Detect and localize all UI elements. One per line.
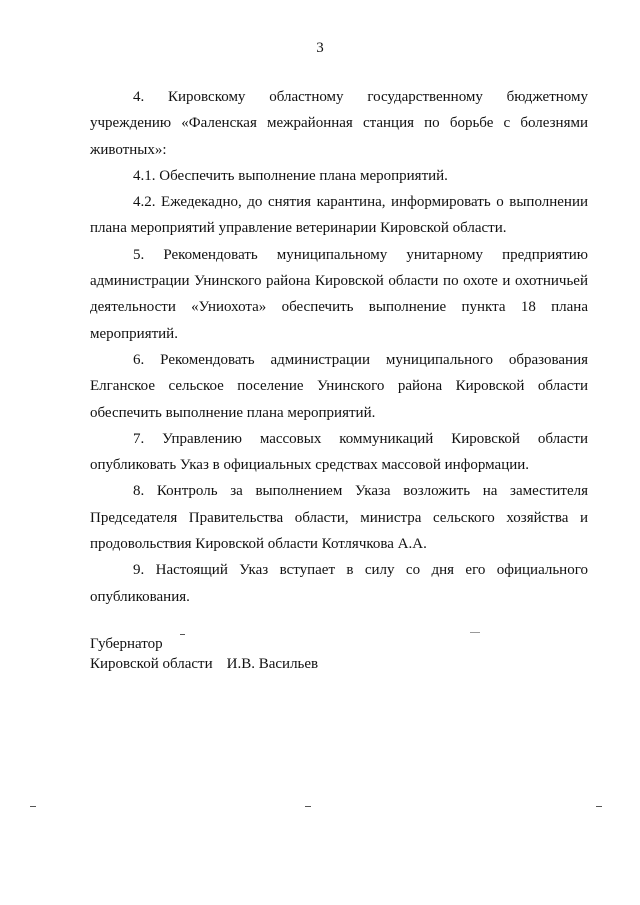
paragraph-4-2: 4.2. Ежедекадно, до снятия карантина, информировать о выполнении плана мероприятий управление ветеринарии Кировской области. [90,194,588,237]
document-body [90,84,588,610]
signatory-position-line2: Кировской области [90,656,213,672]
paragraph-6: 6. Рекомендовать администрации муниципального образования Елганское сельское поселение Унинского района Кировской области обеспечить выполнение плана мероприятий. [90,351,588,421]
scan-speck [596,806,602,807]
paragraph-5: 5. Рекомендовать муниципальному унитарному предприятию администрации Унинского района Кировской области по охоте и охотничьей деятельности «Униохота» обеспечить выполнение пункта 18 плана мероприятий. [90,246,588,342]
paragraph-8: 8. Контроль за выполнением Указа возложить на заместителя Председателя Правительства области, министра сельского хозяйства и продовольствия Кировской области Котлячкова А.А. [90,483,588,553]
page-number: 3 [316,40,324,56]
paragraph-7: 7. Управлению массовых коммуникаций Кировской области опубликовать Указ в официальных средствах массовой информации. [90,430,588,474]
signatory-position-line1: Губернатор [90,636,163,652]
scan-speck [30,806,36,807]
scan-speck [470,632,480,633]
signatory-line2 [90,654,318,674]
paragraph-4: 4. Кировскому областному государственному бюджетному учреждению «Фаленская межрайонная станция по борьбе с болезнями животных»: [90,89,588,158]
signature-block [90,634,318,674]
scan-speck [180,634,185,635]
signatory-name: И.В. Васильев [226,656,319,672]
paragraph-4-1: 4.1. Обеспечить выполнение плана мероприятий. [133,167,448,184]
scan-speck [305,806,311,807]
paragraph-9: 9. Настоящий Указ вступает в силу со дня его официального опубликования. [90,562,588,605]
